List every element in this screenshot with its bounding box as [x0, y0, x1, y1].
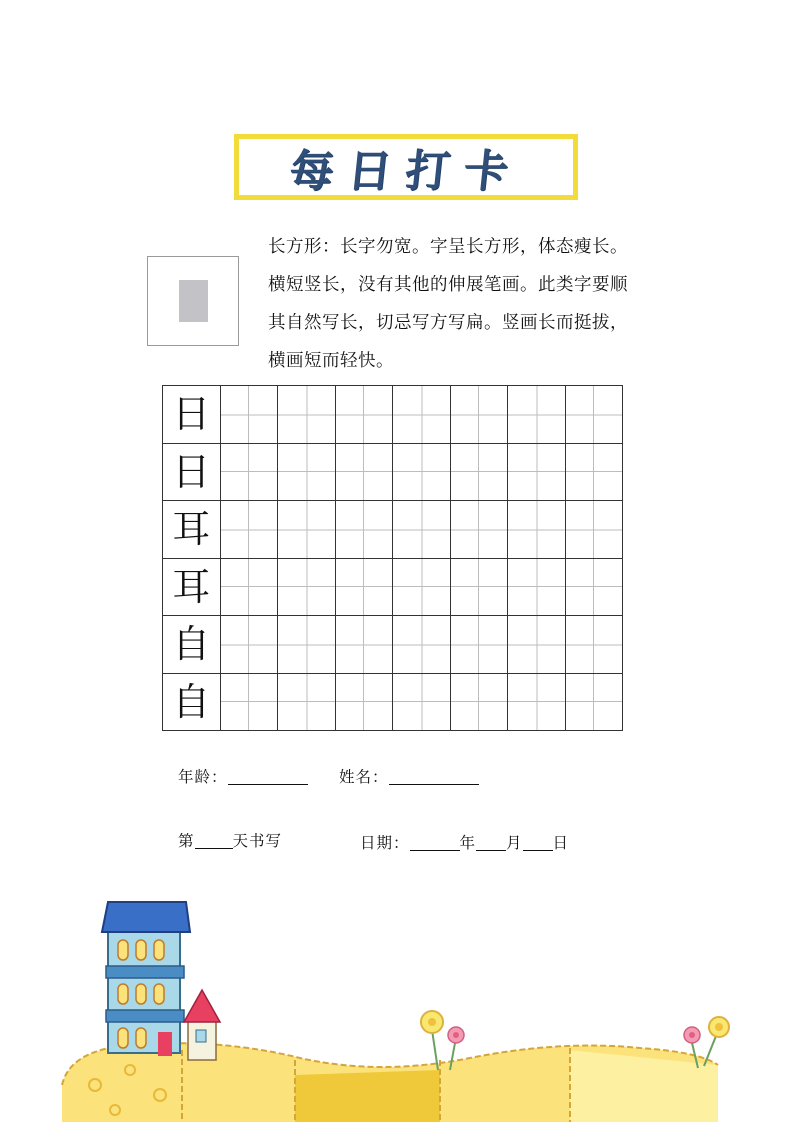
month-label: 月: [506, 834, 523, 852]
hill-shade: [295, 1070, 440, 1122]
practice-cell[interactable]: [565, 501, 623, 559]
practice-row: [163, 558, 623, 616]
small-house: [184, 990, 220, 1060]
character-shape-sample: [147, 256, 239, 346]
tall-house: [102, 902, 190, 1056]
practice-cell[interactable]: [220, 616, 278, 674]
practice-cell[interactable]: [335, 443, 393, 501]
practice-cell[interactable]: [335, 386, 393, 444]
practice-row: [163, 443, 623, 501]
practice-cell[interactable]: [278, 386, 336, 444]
practice-cell[interactable]: [565, 386, 623, 444]
practice-cell[interactable]: [393, 558, 451, 616]
practice-row: [163, 673, 623, 731]
practice-row: [163, 616, 623, 674]
age-label: 年龄：: [178, 768, 228, 786]
practice-cell[interactable]: [278, 616, 336, 674]
practice-cell[interactable]: [220, 558, 278, 616]
age-field[interactable]: [178, 765, 308, 787]
practice-cell[interactable]: [220, 673, 278, 731]
practice-cell[interactable]: [335, 616, 393, 674]
page-title: 每日打卡: [286, 146, 525, 197]
practice-cell[interactable]: [508, 386, 566, 444]
practice-cell[interactable]: [565, 616, 623, 674]
practice-cell[interactable]: [565, 443, 623, 501]
day-prefix-label: 第: [178, 832, 195, 850]
month-blank[interactable]: [476, 834, 506, 851]
decorative-town-illustration: [0, 880, 793, 1122]
practice-row: [163, 501, 623, 559]
practice-cell[interactable]: [450, 616, 508, 674]
practice-cell[interactable]: [450, 558, 508, 616]
title-banner: [234, 134, 578, 200]
model-character: 日: [163, 443, 221, 501]
age-blank[interactable]: [228, 768, 308, 785]
practice-cell[interactable]: [450, 501, 508, 559]
day-suffix-label: 天书写: [232, 832, 283, 850]
name-field[interactable]: [339, 765, 479, 787]
practice-cell[interactable]: [565, 673, 623, 731]
practice-cell[interactable]: [278, 558, 336, 616]
practice-row: [163, 386, 623, 444]
year-blank[interactable]: [410, 834, 460, 851]
practice-cell[interactable]: [450, 386, 508, 444]
practice-cell[interactable]: [393, 616, 451, 674]
practice-cell[interactable]: [393, 673, 451, 731]
practice-cell[interactable]: [278, 443, 336, 501]
practice-cell[interactable]: [335, 501, 393, 559]
practice-cell[interactable]: [335, 673, 393, 731]
day-count-blank[interactable]: [195, 832, 233, 849]
practice-cell[interactable]: [450, 443, 508, 501]
model-character: 日: [163, 386, 221, 444]
description-text: 长方形：长字勿宽。字呈长方形，体态瘦长。横短竖长，没有其他的伸展笔画。此类字要顺其自然写长，切忌写方写扁。竖画长而挺拔，横画短而轻快。: [268, 237, 628, 371]
practice-cell[interactable]: [278, 501, 336, 559]
model-character: 耳: [163, 558, 221, 616]
practice-cell[interactable]: [278, 673, 336, 731]
name-label: 姓名：: [339, 768, 389, 786]
model-character: 自: [163, 673, 221, 731]
practice-cell[interactable]: [508, 501, 566, 559]
day-label: 日: [552, 834, 570, 852]
model-character: 耳: [163, 501, 221, 559]
practice-cell[interactable]: [508, 558, 566, 616]
practice-cell[interactable]: [565, 558, 623, 616]
practice-cell[interactable]: [508, 673, 566, 731]
date-label: 日期：: [360, 834, 410, 852]
year-label: 年: [459, 834, 477, 852]
practice-cell[interactable]: [393, 501, 451, 559]
practice-cell[interactable]: [220, 443, 278, 501]
rectangle-shape-icon: [179, 280, 208, 322]
practice-grid: [162, 385, 623, 731]
model-character: 自: [163, 616, 221, 674]
practice-cell[interactable]: [450, 673, 508, 731]
practice-cell[interactable]: [335, 558, 393, 616]
day-count-field[interactable]: [178, 829, 282, 851]
practice-cell[interactable]: [393, 443, 451, 501]
practice-cell[interactable]: [220, 501, 278, 559]
practice-cell[interactable]: [220, 386, 278, 444]
practice-cell[interactable]: [508, 443, 566, 501]
date-field[interactable]: [360, 831, 569, 853]
name-blank[interactable]: [389, 768, 479, 785]
day-blank[interactable]: [523, 834, 553, 851]
practice-cell[interactable]: [508, 616, 566, 674]
practice-cell[interactable]: [393, 386, 451, 444]
